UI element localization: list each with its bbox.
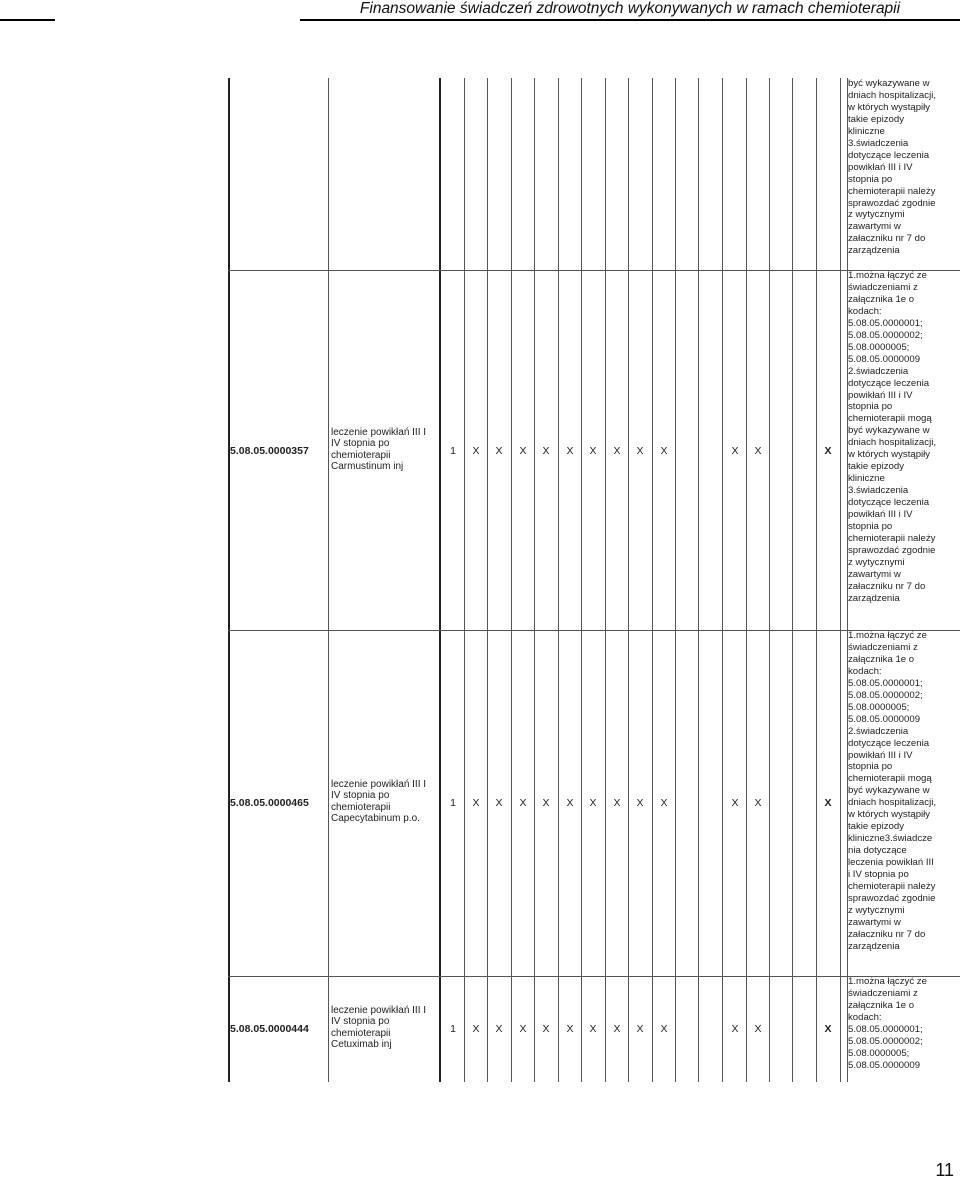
row-x-mark: X — [731, 1023, 739, 1035]
table-column-divider — [652, 78, 653, 1082]
table-column-divider — [605, 78, 606, 1082]
benefits-table — [228, 78, 960, 1082]
row-x-mark: X — [519, 797, 527, 809]
table-column-divider — [464, 78, 465, 1082]
row-x-mark: X — [824, 797, 832, 809]
row-x-mark: X — [589, 797, 597, 809]
table-column-divider — [722, 78, 723, 1082]
row-x-mark: X — [636, 797, 644, 809]
row-count-mark: 1 — [450, 797, 456, 809]
row-x-mark: X — [519, 445, 527, 457]
row-x-mark: X — [660, 445, 668, 457]
row-x-mark: X — [566, 1023, 574, 1035]
row-x-mark: X — [754, 1023, 762, 1035]
row-x-mark: X — [472, 445, 480, 457]
row-code: 5.08.05.0000465 — [230, 797, 309, 809]
header-rule-left — [0, 19, 55, 21]
table-column-divider — [534, 78, 535, 1082]
continued-note-cell: być wykazywane w dniach hospitalizacji, w których wystąpiły takie epizody kliniczne 3.świadczenia dotyczące leczenia powikłań III i IV stopnia po chemioterapii należy sprawozdać zgodnie z wytycznymi zawartymi w załaczniku nr 7 do zarządzenia — [848, 78, 936, 257]
table-column-divider — [328, 78, 329, 1082]
table-column-divider — [746, 78, 747, 1082]
row-x-mark: X — [613, 797, 621, 809]
table-column-divider — [675, 78, 676, 1082]
row-x-mark: X — [542, 797, 550, 809]
row-x-mark: X — [731, 797, 739, 809]
row-name: leczenie powikłań III I IV stopnia po chemioterapii Carmustinum inj — [331, 427, 427, 472]
row-x-mark: X — [589, 1023, 597, 1035]
row-x-mark: X — [542, 445, 550, 457]
row-code: 5.08.05.0000444 — [230, 1023, 309, 1035]
row-note: 1.można łączyć ze świadczeniami z załącznika 1e o kodach: 5.08.05.0000001; 5.08.05.0000002; 5.08.0000005; 5.08.05.0000009 — [848, 976, 927, 1071]
row-x-mark: X — [519, 1023, 527, 1035]
row-x-mark: X — [495, 445, 503, 457]
table-column-divider — [698, 78, 699, 1082]
row-x-mark: X — [566, 797, 574, 809]
row-x-mark: X — [589, 445, 597, 457]
table-column-divider — [792, 78, 793, 1082]
table-column-divider — [816, 78, 817, 1082]
row-note: 1.można łączyć ze świadczeniami z załącznika 1e o kodach: 5.08.05.0000001; 5.08.05.0000002; 5.08.0000005; 5.08.05.0000009 2.świadczenia dotyczące leczenia powikłań III i IV stopnia po chemioterapii mogą być wykazywane w dniach hospitalizacji, w których wystąpiły takie epizody kliniczne 3.świadczenia dotyczące leczenia powikłań III i IV stopnia po chemioterapii należy sprawozdać zgodnie z wytycznymi zawartymi w załaczniku nr 7 do zarządzenia — [848, 270, 936, 604]
row-x-mark: X — [613, 445, 621, 457]
row-x-mark: X — [542, 1023, 550, 1035]
row-x-mark: X — [754, 445, 762, 457]
row-x-mark: X — [472, 1023, 480, 1035]
table-column-divider — [439, 78, 441, 1082]
row-name: leczenie powikłań III I IV stopnia po chemioterapii Cetuximab inj — [331, 1005, 427, 1050]
row-x-mark: X — [566, 445, 574, 457]
row-x-mark: X — [660, 797, 668, 809]
row-x-mark: X — [754, 797, 762, 809]
table-column-divider — [628, 78, 629, 1082]
row-code: 5.08.05.0000357 — [230, 445, 309, 457]
table-column-divider — [769, 78, 770, 1082]
header-rule-right — [300, 19, 960, 21]
row-x-mark: X — [636, 445, 644, 457]
row-x-mark: X — [636, 1023, 644, 1035]
row-x-mark: X — [472, 797, 480, 809]
row-x-mark: X — [731, 445, 739, 457]
table-column-divider — [487, 78, 488, 1082]
row-x-mark: X — [660, 1023, 668, 1035]
row-x-mark: X — [495, 797, 503, 809]
row-count-mark: 1 — [450, 445, 456, 457]
table-column-divider — [558, 78, 559, 1082]
table-column-divider — [581, 78, 582, 1082]
row-name: leczenie powikłań III I IV stopnia po chemioterapii Capecytabinum p.o. — [331, 779, 427, 824]
row-x-mark: X — [824, 1023, 832, 1035]
page-number: 11 — [935, 1160, 954, 1180]
page-header-title: Finansowanie świadczeń zdrowotnych wykonywanych w ramach chemioterapii — [359, 0, 901, 17]
table-column-divider — [840, 78, 841, 1082]
row-x-mark: X — [613, 1023, 621, 1035]
table-column-divider — [228, 78, 230, 1082]
table-column-divider — [511, 78, 512, 1082]
row-x-mark: X — [495, 1023, 503, 1035]
row-x-mark: X — [824, 445, 832, 457]
row-count-mark: 1 — [450, 1023, 456, 1035]
row-note: 1.można łączyć ze świadczeniami z załącznika 1e o kodach: 5.08.05.0000001; 5.08.05.0000002; 5.08.0000005; 5.08.05.0000009 2.świadczenia dotyczące leczenia powikłań III i IV stopnia po chemioterapii mogą być wykazywane w dniach hospitalizacji, w których wystąpiły takie epizody kliniczne3.świadcze nia dotyczące leczenia powikłań III i IV stopnia po chemioterapii należy sprawozdać zgodnie z wytycznymi zawartymi w załaczniku nr 7 do zarządzenia — [848, 630, 936, 952]
